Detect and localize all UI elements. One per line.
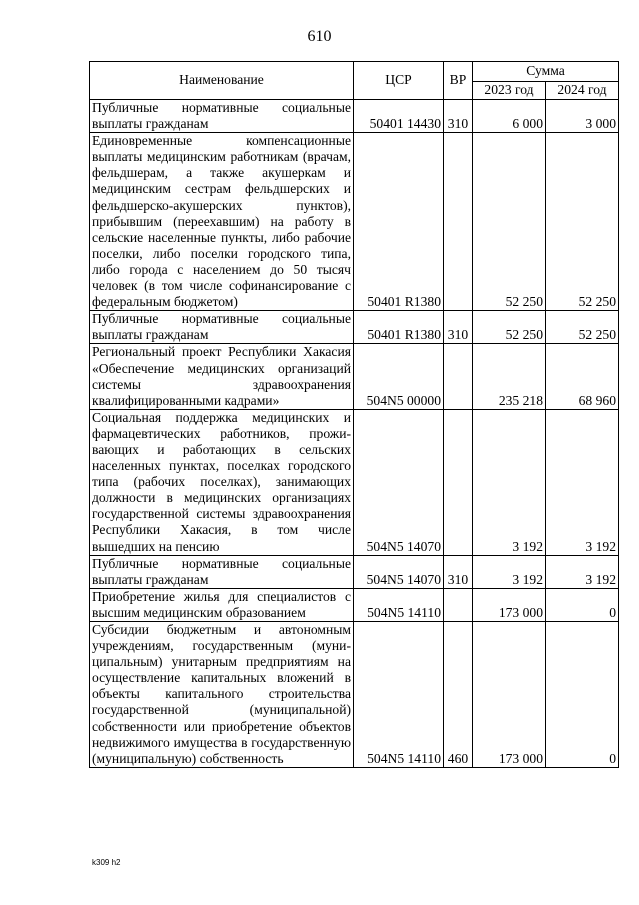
- row-csr: 504N5 14110: [354, 622, 444, 768]
- page-number: 610: [307, 28, 332, 45]
- header-name: Наименование: [90, 62, 354, 100]
- header-year-2024: 2024 год: [546, 82, 619, 100]
- table-row: [90, 133, 619, 311]
- row-vr: [444, 588, 473, 621]
- footer-code: k309 h2: [92, 858, 121, 867]
- row-vr: 310: [444, 100, 473, 133]
- row-amount-2023: 235 218: [473, 344, 546, 409]
- row-vr: 460: [444, 622, 473, 768]
- row-amount-2023: 6 000: [473, 100, 546, 133]
- row-amount-2023: 173 000: [473, 588, 546, 621]
- row-amount-2024: 68 960: [546, 344, 619, 409]
- row-amount-2023: 3 192: [473, 409, 546, 555]
- row-name: Единовременные компенсационные выплаты медицинским работникам (врачам, фельдшерам, а также акушеркам и медицинским сестрам фельдшерских и фельдшерско-акушерских пунктов), прибывшим (переехавшим) на работу в сельские населенные пункты, либо рабочие поселки, либо поселки городского типа, либо города с населением до 50 тысяч человек (в том числе софинансирование с федеральным бюджетом): [90, 133, 354, 311]
- row-amount-2023: 52 250: [473, 311, 546, 344]
- row-vr: 310: [444, 311, 473, 344]
- row-csr: 50401 R1380: [354, 311, 444, 344]
- header-year-2023: 2023 год: [473, 82, 546, 100]
- row-csr: 504N5 14070: [354, 555, 444, 588]
- table-row: [90, 622, 619, 768]
- row-vr: [444, 344, 473, 409]
- row-name: Публичные нормативные социальные выплаты гражданам: [90, 100, 354, 133]
- row-amount-2023: 3 192: [473, 555, 546, 588]
- row-name: Субсидии бюджетным и автономным учреждениям, государственным (муниципальным) унитарным предприятиям на осуществление капитальных вложений в объекты капитального строительства государственной (муниципальной) собственности или приобретение объектов недвижимого имущества в государственную (муниципальную) собственность: [90, 622, 354, 768]
- row-amount-2024: 52 250: [546, 311, 619, 344]
- row-amount-2024: 0: [546, 588, 619, 621]
- budget-table: [89, 61, 619, 768]
- row-amount-2023: 52 250: [473, 133, 546, 311]
- row-csr: 504N5 14070: [354, 409, 444, 555]
- row-csr: 504N5 14110: [354, 588, 444, 621]
- row-amount-2024: 3 192: [546, 555, 619, 588]
- row-amount-2024: 52 250: [546, 133, 619, 311]
- row-name: Социальная поддержка медицинских и фармацевтических работников, проживающих и работающих в сельских населенных пунктах, поселках городского типа (рабочих поселках), занимающих должности в медицинских организациях государственной системы здравоохранения Республики Хакасия, в том числе вышедших на пенсию: [90, 409, 354, 555]
- row-name: Публичные нормативные социальные выплаты гражданам: [90, 311, 354, 344]
- table-row: [90, 588, 619, 621]
- table-row: [90, 344, 619, 409]
- header-vr: ВР: [444, 62, 473, 100]
- header-csr: ЦСР: [354, 62, 444, 100]
- table-row: [90, 100, 619, 133]
- row-vr: [444, 133, 473, 311]
- row-name: Приобретение жилья для специалистов с высшим медицинским образованием: [90, 588, 354, 621]
- row-csr: 50401 R1380: [354, 133, 444, 311]
- row-vr: [444, 409, 473, 555]
- row-vr: 310: [444, 555, 473, 588]
- header-sum: Сумма: [473, 62, 619, 82]
- row-amount-2024: 3 192: [546, 409, 619, 555]
- row-name: Региональный проект Республики Хакасия «Обеспечение медицинских организаций системы здравоохранения квалифицированными кадрами»: [90, 344, 354, 409]
- row-csr: 50401 14430: [354, 100, 444, 133]
- row-name: Публичные нормативные социальные выплаты гражданам: [90, 555, 354, 588]
- table-row: [90, 555, 619, 588]
- row-amount-2024: 0: [546, 622, 619, 768]
- row-amount-2023: 173 000: [473, 622, 546, 768]
- row-csr: 504N5 00000: [354, 344, 444, 409]
- row-amount-2024: 3 000: [546, 100, 619, 133]
- table-row: [90, 311, 619, 344]
- table-row: [90, 409, 619, 555]
